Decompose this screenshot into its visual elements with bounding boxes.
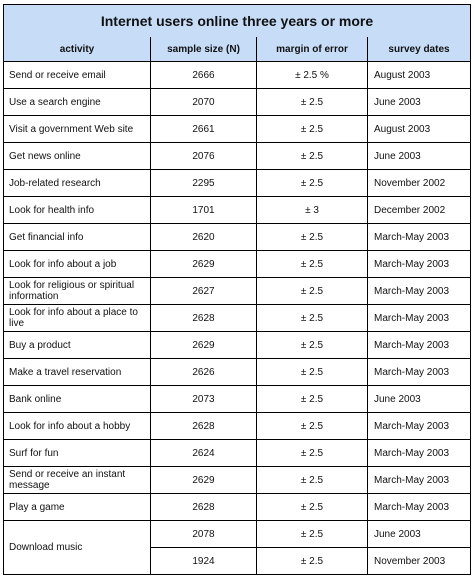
cell-margin-of-error: ± 2.5: [257, 413, 368, 440]
cell-margin-of-error: ± 2.5: [257, 386, 368, 413]
cell-survey-dates: June 2003: [368, 143, 471, 170]
cell-activity: Use a search engine: [4, 89, 151, 116]
cell-activity: Look for info about a hobby: [4, 413, 151, 440]
cell-sample-size: 2070: [151, 89, 257, 116]
cell-activity: Get financial info: [4, 224, 151, 251]
cell-activity: Look for religious or spiritual information: [4, 278, 151, 305]
header-activity: activity: [4, 37, 151, 62]
table-row: [4, 143, 471, 170]
cell-sample-size: 2629: [151, 467, 257, 494]
cell-survey-dates: June 2003: [368, 89, 471, 116]
cell-survey-dates: March-May 2003: [368, 467, 471, 494]
cell-survey-dates: November 2003: [368, 548, 471, 575]
table-row: [4, 359, 471, 386]
table-row: [4, 170, 471, 197]
survey-table: [3, 4, 471, 575]
cell-sample-size: 1924: [151, 548, 257, 575]
cell-survey-dates: March-May 2003: [368, 224, 471, 251]
cell-activity: Look for health info: [4, 197, 151, 224]
cell-sample-size: 2629: [151, 251, 257, 278]
cell-margin-of-error: ± 2.5: [257, 440, 368, 467]
cell-activity: Buy a product: [4, 332, 151, 359]
cell-survey-dates: June 2003: [368, 386, 471, 413]
header-survey-dates: survey dates: [368, 37, 471, 62]
cell-margin-of-error: ± 2.5: [257, 224, 368, 251]
cell-margin-of-error: ± 2.5: [257, 548, 368, 575]
cell-sample-size: 2295: [151, 170, 257, 197]
cell-activity: Visit a government Web site: [4, 116, 151, 143]
cell-survey-dates: March-May 2003: [368, 413, 471, 440]
cell-margin-of-error: ± 2.5: [257, 89, 368, 116]
cell-activity: Download music: [4, 521, 151, 575]
cell-sample-size: 2627: [151, 278, 257, 305]
cell-sample-size: 2624: [151, 440, 257, 467]
cell-sample-size: 2629: [151, 332, 257, 359]
cell-activity: Bank online: [4, 386, 151, 413]
table-container: [3, 4, 470, 575]
cell-survey-dates: November 2002: [368, 170, 471, 197]
cell-survey-dates: March-May 2003: [368, 359, 471, 386]
table-row: [4, 440, 471, 467]
cell-sample-size: 2073: [151, 386, 257, 413]
cell-survey-dates: December 2002: [368, 197, 471, 224]
cell-margin-of-error: ± 2.5: [257, 116, 368, 143]
cell-activity: Make a travel reservation: [4, 359, 151, 386]
table-row: [4, 386, 471, 413]
cell-survey-dates: August 2003: [368, 62, 471, 89]
cell-margin-of-error: ± 2.5: [257, 467, 368, 494]
cell-margin-of-error: ± 2.5: [257, 494, 368, 521]
cell-activity: Send or receive email: [4, 62, 151, 89]
cell-activity: Send or receive an instant message: [4, 467, 151, 494]
table-row: [4, 89, 471, 116]
cell-margin-of-error: ± 2.5: [257, 143, 368, 170]
table-body: [4, 62, 471, 575]
cell-sample-size: 2076: [151, 143, 257, 170]
table-row: [4, 467, 471, 494]
cell-sample-size: 2661: [151, 116, 257, 143]
cell-survey-dates: March-May 2003: [368, 440, 471, 467]
table-row: [4, 224, 471, 251]
cell-sample-size: 1701: [151, 197, 257, 224]
cell-sample-size: 2620: [151, 224, 257, 251]
cell-margin-of-error: ± 2.5: [257, 359, 368, 386]
cell-margin-of-error: ± 2.5: [257, 278, 368, 305]
cell-margin-of-error: ± 2.5: [257, 521, 368, 548]
table-row: [4, 278, 471, 305]
cell-margin-of-error: ± 2.5: [257, 170, 368, 197]
cell-sample-size: 2628: [151, 494, 257, 521]
table-row: [4, 413, 471, 440]
table-row: [4, 197, 471, 224]
table-row: [4, 251, 471, 278]
cell-survey-dates: March-May 2003: [368, 494, 471, 521]
table-row: [4, 116, 471, 143]
table-row-download-music-1: [4, 521, 471, 548]
table-row: [4, 332, 471, 359]
table-title: Internet users online three years or more: [4, 5, 471, 38]
cell-activity: Play a game: [4, 494, 151, 521]
cell-sample-size: 2626: [151, 359, 257, 386]
header-margin-of-error: margin of error: [257, 37, 368, 62]
header-sample-size: sample size (N): [151, 37, 257, 62]
table-row: [4, 305, 471, 332]
cell-sample-size: 2628: [151, 305, 257, 332]
cell-margin-of-error: ± 2.5: [257, 305, 368, 332]
cell-survey-dates: March-May 2003: [368, 251, 471, 278]
cell-survey-dates: March-May 2003: [368, 305, 471, 332]
cell-margin-of-error: ± 3: [257, 197, 368, 224]
cell-margin-of-error: ± 2.5: [257, 251, 368, 278]
cell-activity: Job-related research: [4, 170, 151, 197]
cell-activity: Surf for fun: [4, 440, 151, 467]
cell-activity: Look for info about a place to live: [4, 305, 151, 332]
table-row: [4, 494, 471, 521]
cell-survey-dates: June 2003: [368, 521, 471, 548]
cell-survey-dates: March-May 2003: [368, 278, 471, 305]
table-row: [4, 62, 471, 89]
cell-activity: Look for info about a job: [4, 251, 151, 278]
cell-sample-size: 2628: [151, 413, 257, 440]
cell-sample-size: 2078: [151, 521, 257, 548]
cell-activity: Get news online: [4, 143, 151, 170]
cell-margin-of-error: ± 2.5: [257, 332, 368, 359]
cell-margin-of-error: ± 2.5 %: [257, 62, 368, 89]
cell-survey-dates: March-May 2003: [368, 332, 471, 359]
cell-sample-size: 2666: [151, 62, 257, 89]
cell-survey-dates: August 2003: [368, 116, 471, 143]
